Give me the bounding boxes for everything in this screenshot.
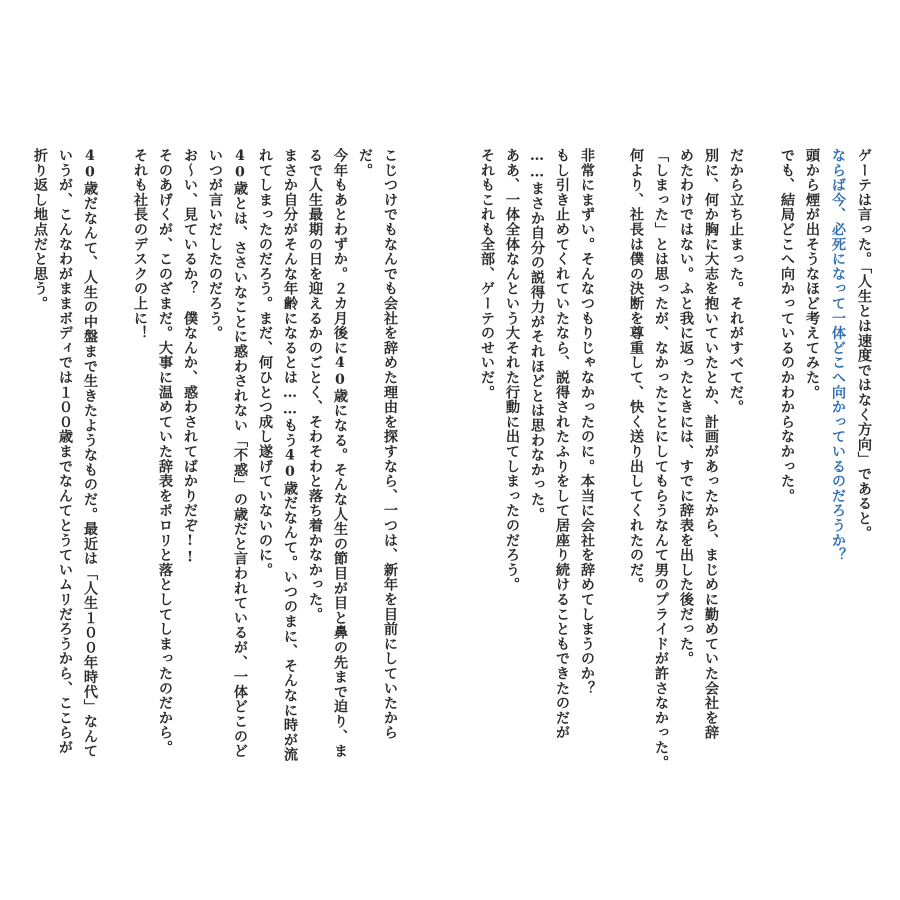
- text-column-31: 40歳だなんて、人生の中盤まで生きたようなものだ。最近は「人生１００年時代」なんて: [82, 148, 98, 759]
- text-column-33: 折り返し地点だと思う。: [32, 148, 48, 311]
- text-column-26: いつが言いだしたのだろう。: [207, 148, 223, 341]
- text-column-2-highlight: ならば今、必死になって一体どこへ向かっているのだろうか？: [830, 148, 846, 563]
- text-column-29: それも社長のデスクの上に！: [132, 148, 148, 341]
- text-column-6: だから立ち止まった。それがすべてだ。: [728, 148, 744, 415]
- text-column-22: るで人生最期の日を迎えるかのごとく、そわそわと落ち着かなかった。: [307, 148, 323, 622]
- text-column-13: もし引き止めてくれていたなら、説得されたふりをして居座り続けることもできたのだが: [554, 148, 570, 740]
- text-column-28: そのあげくが、このざまだ。大事に温めていた辞表をポロリと落としてしまったのだから。: [157, 148, 173, 755]
- text-column-32: いうが、こんなわがままボディでは１００歳までなんてとうていムリだろうから、ここらが: [57, 148, 73, 755]
- text-column-27: お〜い、見ているか？ 僕なんか、惑わされてばかりだぞ!!: [182, 148, 198, 566]
- text-column-15: ああ、一体全体なんという大それた行動に出てしまったのだろう。: [504, 148, 520, 592]
- text-column-8: めたわけではない。ふと我に返ったときには、すでに辞表を出した後だった。: [678, 148, 694, 666]
- text-column-19: こじつけでもなんでも会社を辞めた理由を探すなら、一つは、新年を目前にしていたから: [382, 148, 398, 740]
- text-column-21: 今年もあとわずか。２カ月後に40歳になる。そんな人生の節目が目と鼻の先まで迫り、ま: [332, 148, 348, 759]
- text-column-24: れてしまったのだろう。まだ、何ひとつ成し遂げていないのに。: [257, 148, 273, 578]
- text-column-9: 「しまった」とは思ったが、なかったことにしてもらうなんて男のプライドが許さなかった。: [653, 148, 669, 770]
- text-column-12: 非常にまずい。そんなつもりじゃなかったのに。本当に会社を辞めてしまうのか？: [579, 148, 595, 696]
- text-column-1: ゲーテは言った。「人生とは速度ではなく方向」であると。: [856, 148, 872, 541]
- text-column-25: 40歳とは、ささいなことに惑わされない「不惑」の歳だと言われているが、一体どこのど: [232, 148, 248, 759]
- text-column-4: でも、結局どこへ向かっているのかわからなかった。: [779, 148, 795, 504]
- text-column-7: 別に、何か胸に大志を抱いていたとか、計画があったから、まじめに勤めていた会社を辞: [703, 148, 719, 740]
- text-column-20: だ。: [357, 148, 373, 178]
- text-column-3: 頭から煙が出そうなほど考えてみた。: [804, 148, 820, 400]
- text-column-10: 何より、社長は僕の決断を尊重して、快く送り出してくれたのだ。: [628, 148, 644, 592]
- text-column-16: それもこれも全部、ゲーテのせいだ。: [479, 148, 495, 400]
- text-column-14: ……まさか自分の説得力がそれほどとは思わなかった。: [529, 148, 545, 522]
- text-column-23: まさか自分がそんな年齢になるとは……もう40歳だなんて。いつのまに、そんなに時が流: [282, 148, 298, 762]
